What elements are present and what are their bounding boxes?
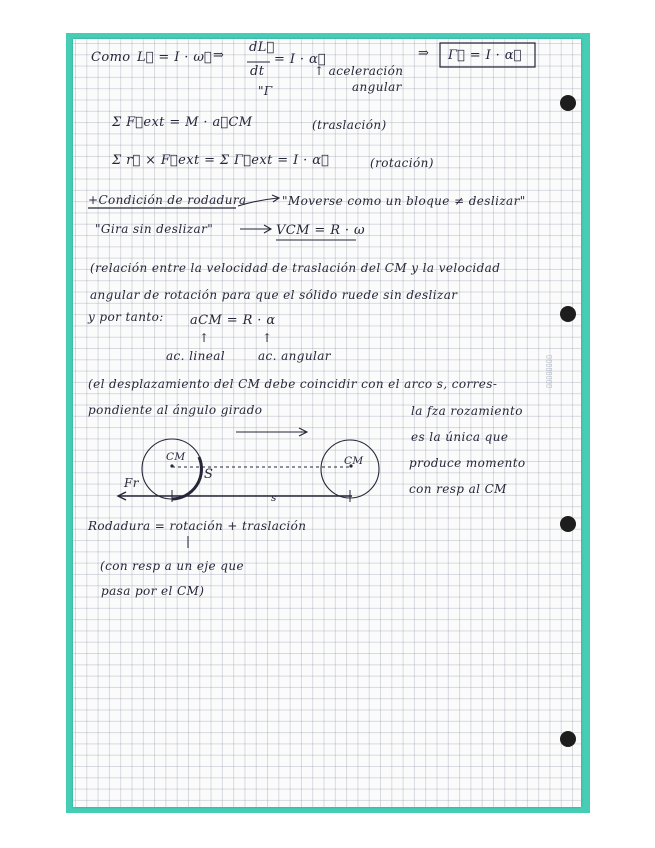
relation-therefore: y por tanto: [88, 310, 164, 324]
cm-label-right: CM [344, 455, 364, 467]
side-note-line-2: es la única que [411, 430, 509, 444]
arrow-up-linear: ↑ [199, 331, 210, 345]
displacement-line-2: pondiente al ángulo girado [88, 403, 263, 417]
derivative-denominator: dt [250, 64, 265, 79]
relation-line-1: (relación entre la velocidad de traslación del CM y la velocidad [90, 261, 501, 275]
implies-arrow-1: ⇒ [213, 48, 225, 63]
translation-label: (traslación) [312, 118, 387, 132]
axis-note-line-1: (con resp a un eje que [100, 559, 244, 573]
relation-line-2: angular de rotación para que el sólido ruede sin deslizar [90, 288, 458, 302]
side-note-line-1: la fza rozamiento [411, 404, 523, 418]
displacement-line-1: (el desplazamiento del CM debe coincidir con el arco s, corres- [88, 377, 498, 391]
side-note-line-3: produce momento [409, 456, 526, 470]
rotation-formula: Σ r⃗ × F⃗ext = Σ Γ⃗ext = I · α⃗ [112, 153, 330, 168]
cm-label-left: CM [166, 451, 186, 463]
angular-acceleration-label-2: ac. angular [258, 349, 331, 363]
distance-label: s [271, 492, 277, 504]
rotation-label: (rotación) [370, 156, 434, 170]
formula-angular-momentum: L⃗ = I · ω⃗ [137, 50, 213, 65]
arc-length-label: S [204, 467, 214, 482]
linear-acceleration-formula: aCM = R · α [190, 313, 276, 328]
derivative-result: = I · α⃗ [274, 52, 326, 67]
derivative-numerator: dL⃗ [249, 40, 275, 55]
boxed-torque-formula: Γ⃗ = I · α⃗ [448, 48, 522, 63]
rolling-quote-2: "Gira sin deslizar" [95, 222, 214, 236]
torque-quote-label: "Γ [258, 84, 273, 98]
angular-label: angular [352, 80, 402, 94]
newton-translation-formula: Σ F⃗ext = M · a⃗CM [112, 115, 253, 130]
implies-arrow-2: ⇒ [418, 46, 430, 61]
axis-note-line-2: pasa por el CM) [101, 584, 205, 598]
formula-box [440, 43, 535, 67]
rolled-arc [172, 457, 202, 499]
side-note-line-4: con resp al CM [409, 482, 507, 496]
arrow-up-angular: ↑ [262, 331, 273, 345]
linear-acceleration-label: ac. lineal [166, 349, 226, 363]
wheel-final [321, 440, 379, 498]
rolling-condition-title: +Condición de rodadura [88, 193, 247, 207]
angular-acceleration-label: ↑ aceleración [314, 64, 404, 78]
rolling-quote-1: "Moverse como un bloque ≠ deslizar" [282, 194, 526, 208]
friction-force-label: Fr [124, 476, 139, 490]
rolling-definition: Rodadura = rotación + traslación [88, 519, 307, 533]
text-como: Como [91, 50, 131, 65]
paper-brand-watermark: ▯▯▯▯▯▯▯▯ [545, 354, 553, 388]
rolling-velocity-formula: VCM = R · ω [276, 223, 365, 238]
